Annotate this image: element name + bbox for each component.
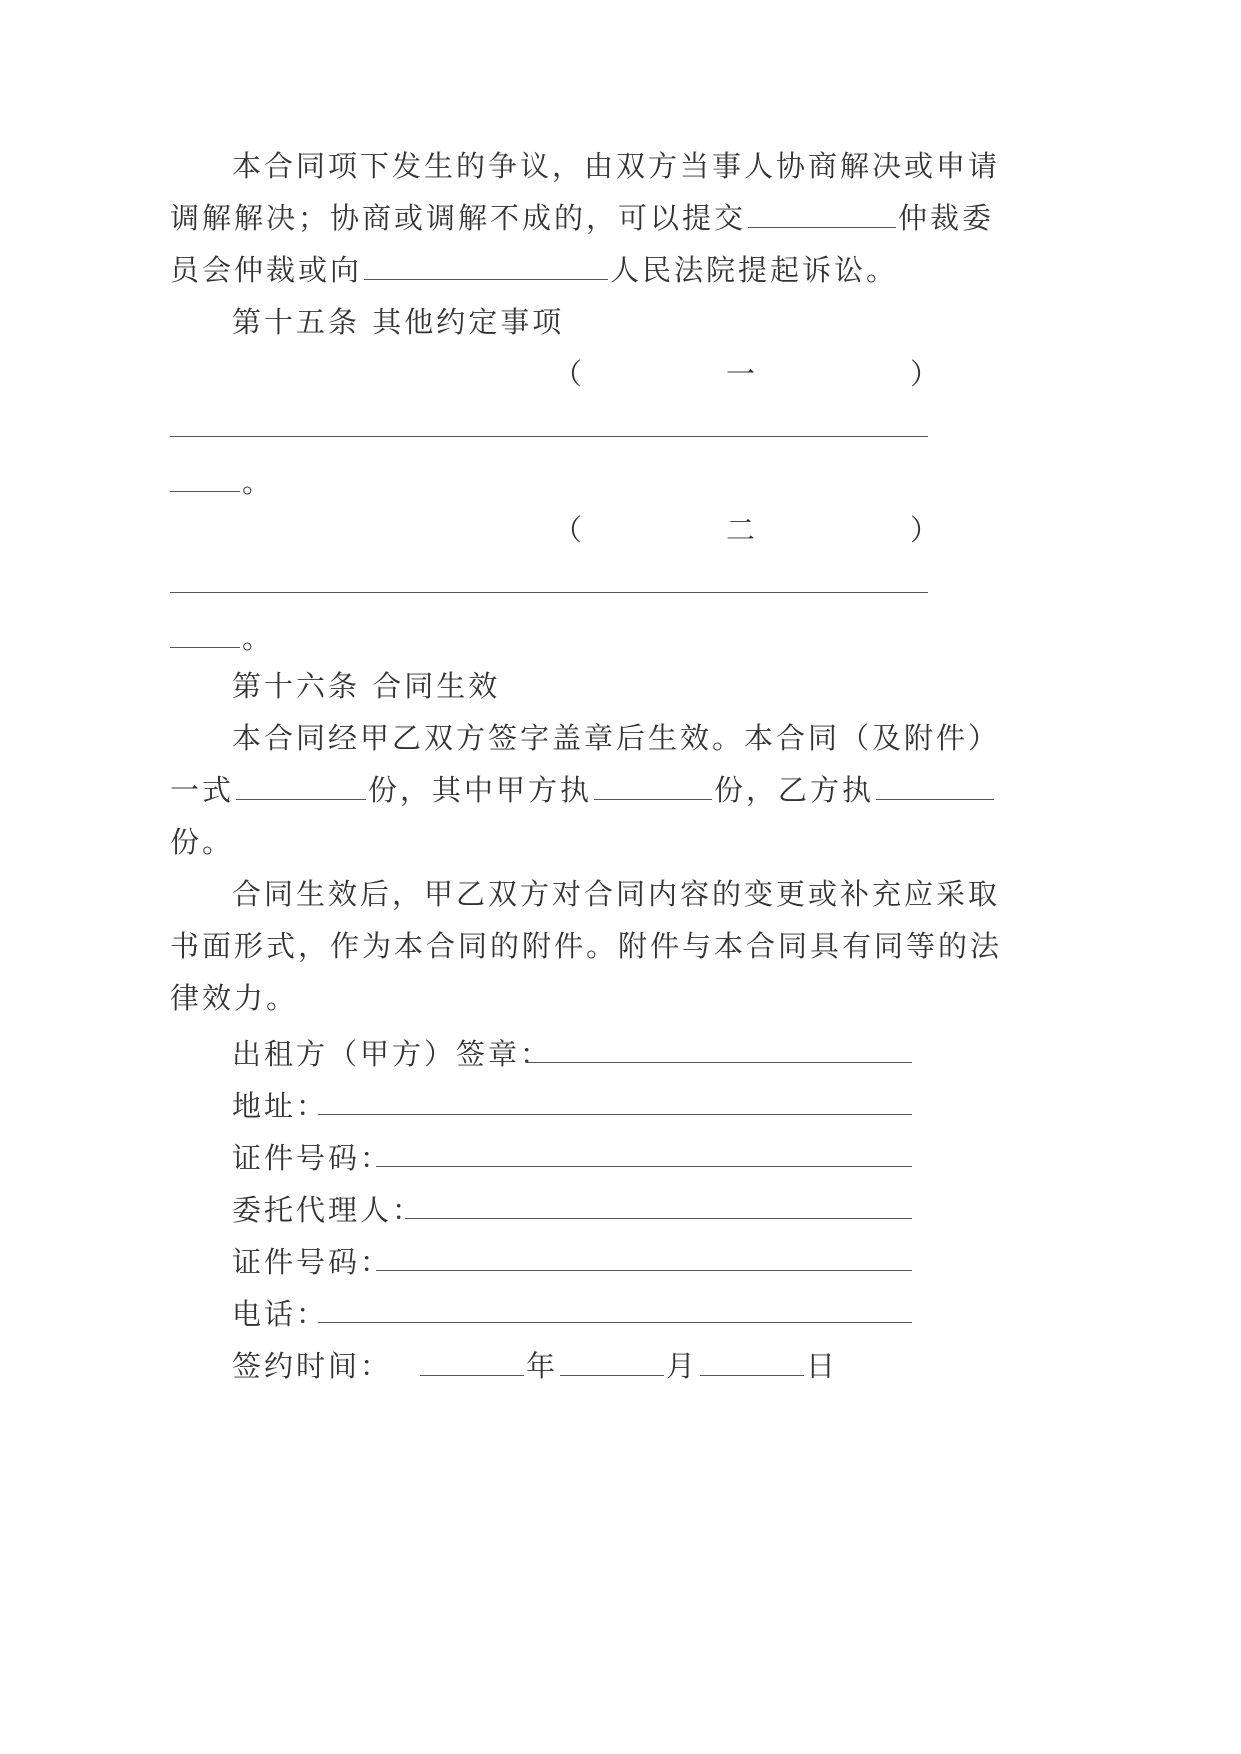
amendment-line-3: 律效力。 [170, 981, 299, 1015]
item-1-fill-end[interactable] [170, 465, 240, 492]
signing-date-line: 签约时间： 年 月 日 [232, 1349, 839, 1383]
agent-label: 委托代理人： [232, 1193, 425, 1227]
copies-total-blank[interactable] [236, 773, 366, 800]
dispute-line-3: 员会仲裁或向 人民法院提起诉讼。 [170, 253, 899, 287]
item-2-number: 二 [726, 513, 756, 547]
address-label: 地址： [232, 1089, 329, 1123]
item-2-fill-end[interactable] [170, 621, 240, 648]
item-2-fill-line[interactable] [170, 592, 928, 593]
id-number-label-2: 证件号码： [232, 1245, 393, 1279]
item-1-number: 一 [726, 357, 756, 391]
month-blank[interactable] [560, 1349, 664, 1376]
year-blank[interactable] [420, 1349, 524, 1376]
item-1-close: ） [910, 357, 940, 391]
id-number-label-1: 证件号码： [232, 1141, 393, 1175]
article-15-heading: 第十五条 其他约定事项 [232, 305, 565, 339]
day-blank[interactable] [700, 1349, 804, 1376]
agent-field[interactable] [405, 1218, 912, 1219]
item-2-end-line: 。 [170, 618, 274, 658]
lessor-signature-field[interactable] [526, 1062, 912, 1063]
arbitration-blank[interactable] [748, 201, 896, 228]
copies-party-b-blank[interactable] [876, 773, 994, 800]
copies-party-a-blank[interactable] [594, 773, 712, 800]
article-16-heading: 第十六条 合同生效 [232, 669, 501, 703]
effect-line-2: 一式 份，其中甲方执 份，乙方执 [170, 770, 996, 810]
amendment-line-1: 合同生效后，甲乙双方对合同内容的变更或补充应采取 [232, 877, 1001, 911]
id-number-field-2[interactable] [376, 1270, 912, 1271]
id-number-field-1[interactable] [376, 1166, 912, 1167]
phone-label: 电话： [232, 1297, 329, 1331]
dispute-line-1: 本合同项下发生的争议，由双方当事人协商解决或申请 [232, 149, 1001, 183]
court-blank[interactable] [364, 253, 608, 280]
item-1-fill-line[interactable] [170, 436, 928, 437]
item-1-open: （ [553, 357, 583, 391]
lessor-signature-label: 出租方（甲方）签章： [232, 1037, 553, 1071]
dispute-line-2: 调解解决；协商或调解不成的，可以提交 仲裁委 [170, 201, 995, 235]
item-2-open: （ [553, 513, 583, 547]
effect-line-1: 本合同经甲乙双方签字盖章后生效。本合同（及附件） [232, 721, 1001, 755]
amendment-line-2: 书面形式，作为本合同的附件。附件与本合同具有同等的法 [170, 929, 1003, 963]
item-2-close: ） [910, 513, 940, 547]
effect-line-3: 份。 [170, 825, 235, 859]
phone-field[interactable] [318, 1322, 912, 1323]
item-1-end-line: 。 [170, 462, 274, 502]
address-field[interactable] [318, 1114, 912, 1115]
